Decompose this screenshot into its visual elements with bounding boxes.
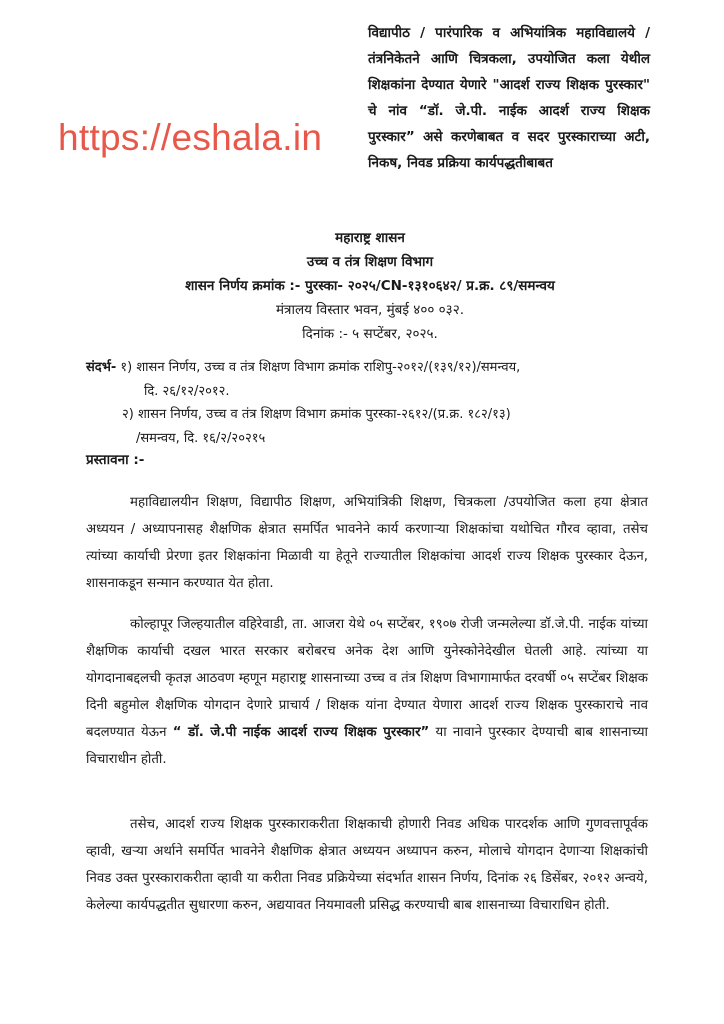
paragraph-3-text: तसेच, आदर्श राज्य शिक्षक पुरस्काराकरीता शिक्षकाची होणारी निवड अधिक पारदर्शक आणि गुणवत्तापूर्वक व्हावी, खऱ्या अर्थाने समर्पित भावनेने शैक्षणिक क्षेत्रात अध्ययन अध्यापन करुन, मोलाचे योगदान देणाऱ्या शिक्षकांची निवड उक्त पुरस्काराकरीता व्हावी या करीता निवड प्रक्रियेच्या संदर्भात शासन निर्णय, दिनांक २६ डिसेंबर, २०१२ अन्वये, केलेल्या कार्यपद्धतीत सुधारणा करुन, अद्ययावत नियमावली प्रसिद्ध करण्याची बाब शासनाच्या विचाराधिन होती. [86,817,648,913]
document-header [90,226,650,346]
reference-1-line-1: १) शासन निर्णय, उच्च व तंत्र शिक्षण विभाग क्रमांक राशिपु-२०१२/(१३९/१२)/समन्वय, [116,360,521,375]
website-watermark: https://eshala.in [58,117,323,158]
paragraph-1-text: महाविद्यालयीन शिक्षण, विद्यापीठ शिक्षण, अभियांत्रिकी शिक्षण, चित्रकला /उपयोजित कला हया क्षेत्रात अध्ययन / अध्यापनासह शैक्षणिक क्षेत्रात समर्पित भावनेने कार्य करणाऱ्या शिक्षकांचा यथोचित गौरव व्हावा, तसेच त्यांच्या कार्याची प्रेरणा इतर शिक्षकांना मिळावी या हेतूने राज्यातील शिक्षकांचा आदर्श राज्य शिक्षक पुरस्कार देऊन, शासनाकडून सन्मान करण्यात येत होता. [86,495,648,591]
government-name: महाराष्ट्र शासन [335,230,405,246]
award-name-highlight: “ डॉ. जे.पी नाईक आदर्श राज्य शिक्षक पुरस्कार” [172,725,430,740]
reference-2-line-1: २) शासन निर्णय, उच्च व तंत्र शिक्षण विभाग क्रमांक पुरस्का-२६१२/(प्र.क्र. १८२/१३) [122,407,511,422]
references-section [86,356,654,450]
preamble-title: प्रस्तावना :- [86,452,145,468]
preamble-paragraph-3 [86,811,648,919]
paragraph-2-text-end: या नावाने पुरस्कार देण्याची बाब शासनाच्या विचाराधीन होती. [86,725,648,767]
office-address: मंत्रालय विस्तार भवन, मुंबई ४०० ०३२. [275,302,465,318]
paragraph-2-text-start: कोल्हापूर जिल्हयातील वहिरेवाडी, ता. आजरा येथे ०५ सप्टेंबर, १९०७ रोजी जन्मलेल्या डॉ.जे.पी. नाईक यांच्या शैक्षणिक कार्याची दखल भारत सरकार बरोबरच अनेक देश आणि युनेस्कोनेदेखील घेतली आहे. त्यांच्या या योगदानाबद्दलची कृतज्ञ आठवण म्हणून महाराष्ट्र शासनाच्या उच्च व तंत्र शिक्षण विभागामार्फत दरवर्षी ०५ सप्टेंबर शिक्षक दिनी बहुमोल शैक्षणिक योगदान देणारे प्राचार्य / शिक्षक यांना देण्यात येणारा आदर्श राज्य शिक्षक पुरस्काराचे नाव बदलण्यात येऊन [86,617,648,740]
document-subject: विद्यापीठ / पारंपारिक व अभियांत्रिक महाविद्यालये /तंत्रनिकेतने आणि चित्रकला, उपयोजित कला येथील शिक्षकांना देण्यात येणारे "आदर्श राज्य शिक्षक पुरस्कार" चे नांव “डॉ. जे.पी. नाईक आदर्श राज्य शिक्षक पुरस्कार” असे करणेबाबत व सदर पुरस्काराच्या अटी, निकष, निवड प्रक्रिया कार्यपद्धतीबाबत [368,25,650,171]
preamble-paragraph-2 [86,611,648,773]
reference-1-line-2: दि. २६/१२/२०१२. [144,383,230,399]
department-name: उच्च व तंत्र शिक्षण विभाग [306,254,434,270]
preamble-paragraph-1 [86,489,648,597]
references-label: संदर्भ- [86,360,117,375]
reference-2-line-2: /समन्वय, दि. १६/२/२०२१५ [136,430,266,446]
gr-number: शासन निर्णय क्रमांक :- पुरस्का- २०२५/CN-१३१०६४२/ प्र.क्र. ८९/समन्वय [185,278,555,294]
issue-date: दिनांक :- ५ सप्टेंबर, २०२५. [302,326,438,342]
